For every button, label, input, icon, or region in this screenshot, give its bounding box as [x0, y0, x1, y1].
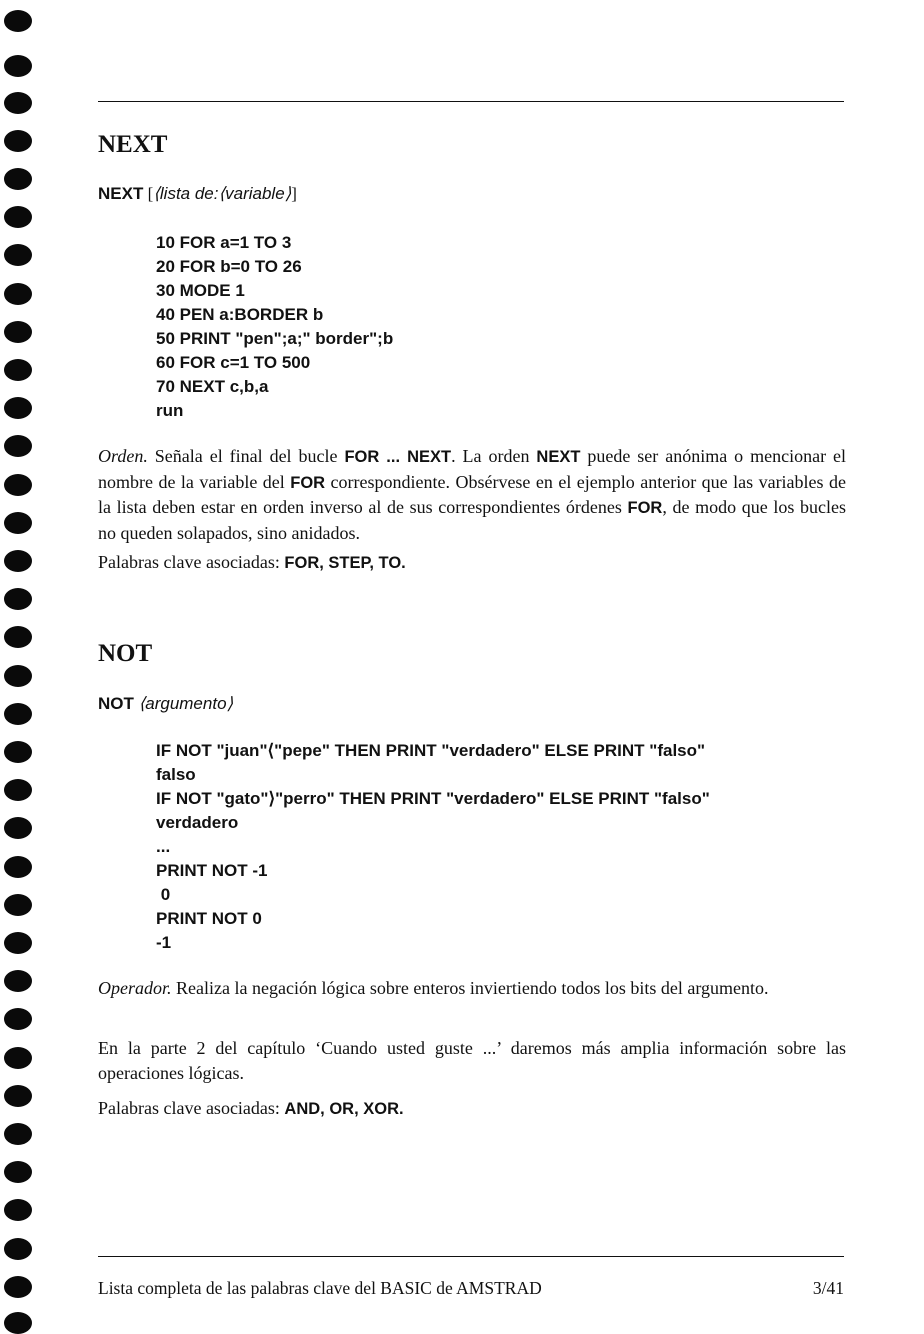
- code-line: 0: [156, 885, 171, 904]
- syntax-next: [98, 184, 297, 204]
- heading-not: NOT: [98, 640, 153, 667]
- punch-holes-margin: [0, 0, 40, 1334]
- desc-keyword: FOR ... NEXT: [344, 448, 452, 466]
- related-label: Palabras clave asociadas:: [98, 552, 285, 572]
- related-label: Palabras clave asociadas:: [98, 1098, 285, 1118]
- syntax-bracket-close: ]: [291, 184, 297, 203]
- code-line: 10 FOR a=1 TO 3: [156, 233, 292, 252]
- punch-hole-icon: [4, 894, 32, 916]
- code-line: PRINT NOT -1: [156, 861, 268, 880]
- punch-hole-icon: [4, 1199, 32, 1221]
- footer: [98, 1278, 844, 1299]
- punch-hole-icon: [4, 1238, 32, 1260]
- punch-hole-icon: [4, 550, 32, 572]
- punch-hole-icon: [4, 665, 32, 687]
- code-line: 70 NEXT c,b,a: [156, 377, 269, 396]
- syntax-argument: ⟨lista de:⟨variable⟩: [153, 184, 292, 203]
- syntax-not: [98, 694, 233, 714]
- code-line: PRINT NOT 0: [156, 909, 262, 928]
- code-line: 50 PRINT "pen";a;" border";b: [156, 329, 394, 348]
- punch-hole-icon: [4, 1008, 32, 1030]
- code-line: ...: [156, 837, 171, 856]
- description-not: [98, 976, 846, 1001]
- related-next: [98, 550, 846, 576]
- code-line: 30 MODE 1: [156, 281, 245, 300]
- punch-hole-icon: [4, 435, 32, 457]
- related-not: [98, 1096, 846, 1122]
- punch-hole-icon: [4, 970, 32, 992]
- code-line: verdadero: [156, 813, 239, 832]
- punch-hole-icon: [4, 130, 32, 152]
- punch-hole-icon: [4, 55, 32, 77]
- desc-text: . La orden: [451, 446, 537, 466]
- heading-next: NEXT: [98, 131, 168, 158]
- description-next: [98, 444, 846, 545]
- code-line: run: [156, 401, 184, 420]
- punch-hole-icon: [4, 321, 32, 343]
- desc-text: correspondiente. Obsérvese en el ejemplo anterior que las variables de la lista deben estar en orden inverso al de sus correspondientes órdenes: [98, 471, 846, 517]
- punch-hole-icon: [4, 1047, 32, 1069]
- page-number: 3/41: [812, 1278, 844, 1298]
- punch-hole-icon: [4, 92, 32, 114]
- desc-label: Operador.: [98, 978, 172, 998]
- desc-label: Orden.: [98, 446, 148, 466]
- desc-keyword: NEXT: [536, 448, 581, 466]
- code-line: 40 PEN a:BORDER b: [156, 305, 324, 324]
- syntax-argument: ⟨argumento⟩: [133, 694, 234, 713]
- punch-hole-icon: [4, 244, 32, 266]
- punch-hole-icon: [4, 10, 32, 32]
- punch-hole-icon: [4, 588, 32, 610]
- desc-keyword: FOR: [627, 499, 663, 517]
- code-line: falso: [156, 765, 196, 784]
- punch-hole-icon: [4, 512, 32, 534]
- related-keywords: AND, OR, XOR.: [284, 1100, 404, 1118]
- footer-title: Lista completa de las palabras clave del BASIC de AMSTRAD: [98, 1278, 542, 1298]
- punch-hole-icon: [4, 1312, 32, 1334]
- desc-text: , de modo que los bucles no queden solapados, sino anidados.: [98, 497, 846, 543]
- punch-hole-icon: [4, 283, 32, 305]
- punch-hole-icon: [4, 817, 32, 839]
- punch-hole-icon: [4, 168, 32, 190]
- code-line: IF NOT "gato"⟩"perro" THEN PRINT "verdadero" ELSE PRINT "falso": [156, 789, 710, 808]
- code-block-not: [156, 739, 710, 955]
- punch-hole-icon: [4, 1085, 32, 1107]
- desc-text: puede ser anónima o mencionar el nombre de la variable del: [98, 446, 846, 492]
- code-line: 20 FOR b=0 TO 26: [156, 257, 302, 276]
- punch-hole-icon: [4, 474, 32, 496]
- syntax-keyword: NEXT: [98, 184, 144, 203]
- punch-hole-icon: [4, 359, 32, 381]
- code-line: 60 FOR c=1 TO 500: [156, 353, 311, 372]
- code-block-next: [156, 231, 393, 423]
- code-line: -1: [156, 933, 172, 952]
- related-keywords: FOR, STEP, TO.: [284, 554, 406, 572]
- code-line: IF NOT "juan"⟨"pepe" THEN PRINT "verdadero" ELSE PRINT "falso": [156, 741, 706, 760]
- punch-hole-icon: [4, 1161, 32, 1183]
- description-not-2: En la parte 2 del capítulo ‘Cuando usted guste ...’ daremos más amplia información sobre las operaciones lógicas.: [98, 1038, 846, 1083]
- bottom-rule: [98, 1256, 844, 1257]
- desc-text: Señala el final del bucle: [147, 446, 345, 466]
- punch-hole-icon: [4, 626, 32, 648]
- top-rule: [98, 101, 844, 102]
- punch-hole-icon: [4, 856, 32, 878]
- desc-keyword: FOR: [290, 473, 326, 492]
- punch-hole-icon: [4, 741, 32, 763]
- syntax-keyword: NOT: [98, 694, 134, 713]
- punch-hole-icon: [4, 1123, 32, 1145]
- punch-hole-icon: [4, 779, 32, 801]
- syntax-bracket-open: [: [143, 184, 154, 203]
- punch-hole-icon: [4, 703, 32, 725]
- punch-hole-icon: [4, 206, 32, 228]
- punch-hole-icon: [4, 932, 32, 954]
- punch-hole-icon: [4, 397, 32, 419]
- punch-hole-icon: [4, 1276, 32, 1298]
- desc-text: Realiza la negación lógica sobre enteros inviertiendo todos los bits del argumento.: [171, 978, 769, 998]
